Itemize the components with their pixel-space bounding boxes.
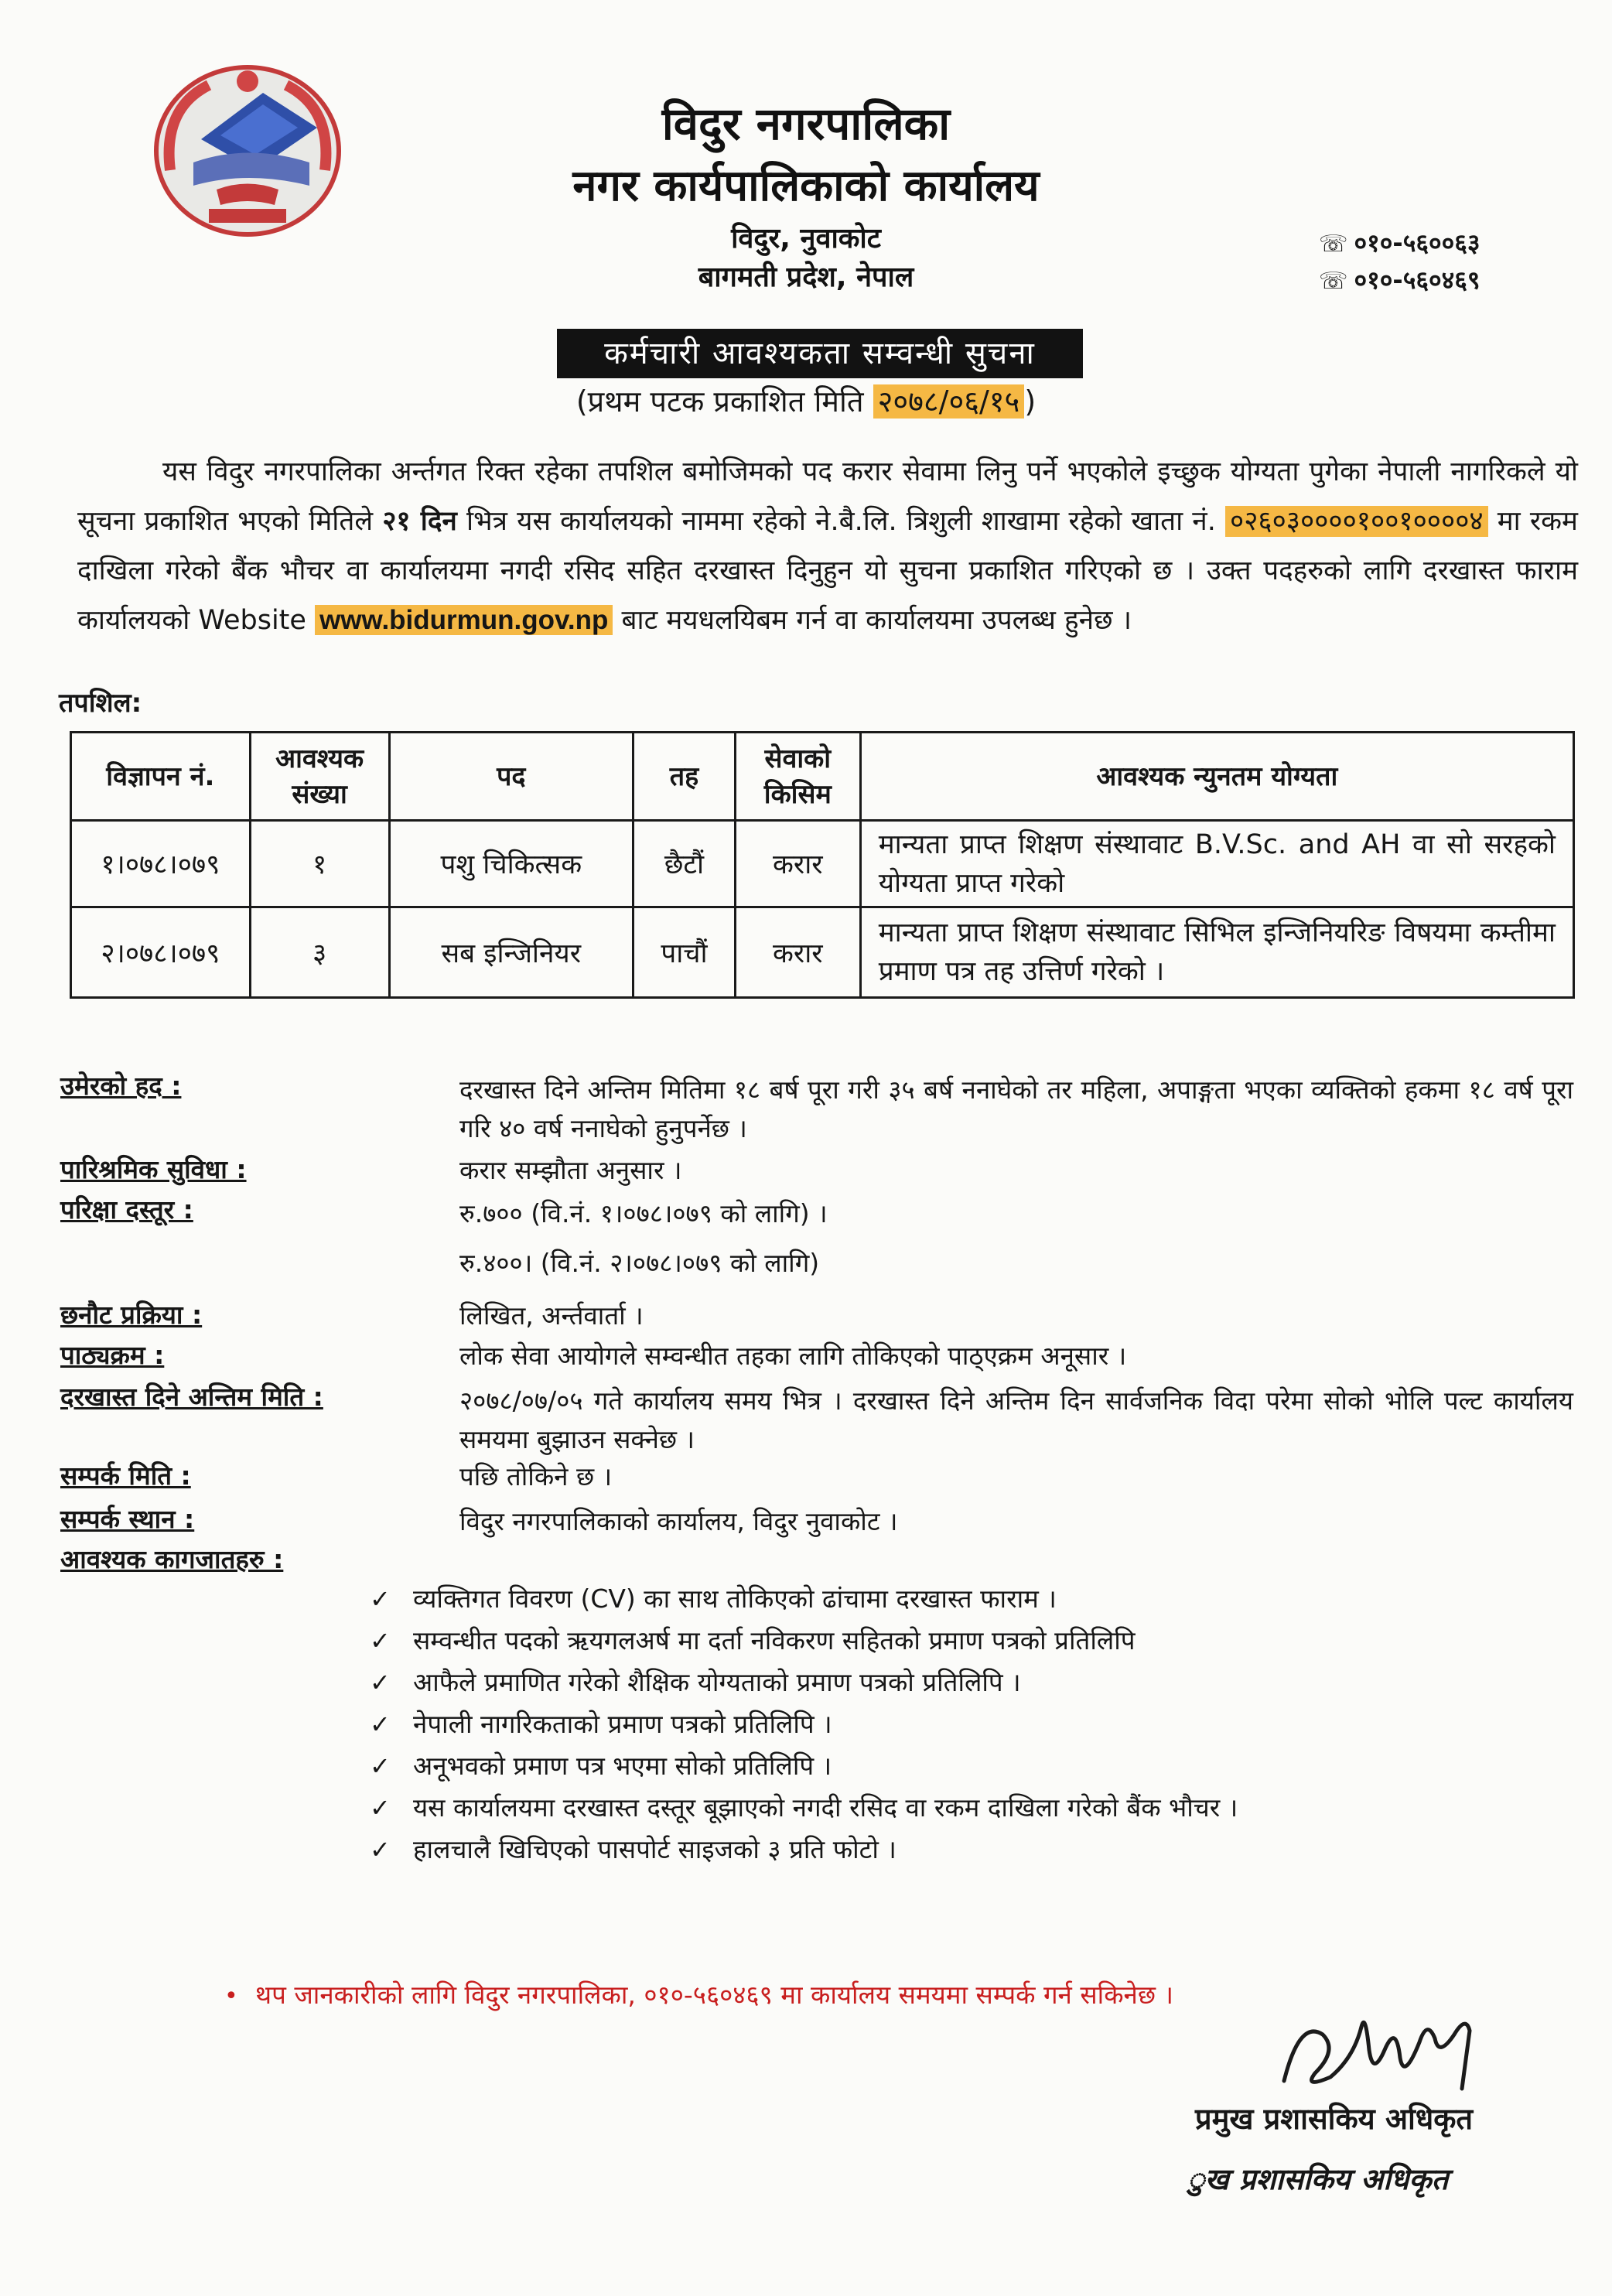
age-limit-value: दरखास्त दिने अन्तिम मितिमा १८ बर्ष पूरा गरी ३५ बर्ष ननाघेको तर महिला, अपाङ्गता भएका व्यक्तिको हकमा १८ वर्ष पूरा गरि ४० वर्ष ननाघेको हुनुपर्नेछ ।	[459, 1075, 1573, 1143]
telephone-icon: ☏	[1319, 268, 1348, 295]
document-text: नेपाली नागरिकताको प्रमाण पत्रको प्रतिलिपि ।	[413, 1709, 832, 1739]
checkmark-icon: ✓	[370, 1835, 391, 1864]
para-deadline-days: २१ दिन	[382, 506, 457, 537]
cell-count: ३	[250, 907, 389, 998]
exam-fee-value-1: रु.७०० (वि.नं. १।०७८।०७९ को लागि) ।	[459, 1198, 828, 1228]
table-header-row	[71, 733, 1574, 821]
document-text: हालचालै खिचिएको पासपोर्ट साइजको ३ प्रति फोटो ।	[413, 1834, 897, 1864]
note-text: थप जानकारीको लागि विदुर नगरपालिका, ०१०-५६०४६९ मा कार्यालय समयमा सम्पर्क गर्न सकिनेछ ।	[255, 1980, 1173, 2010]
list-item	[370, 1578, 1576, 1620]
cell-adno: १।०७८।०७९	[71, 821, 251, 907]
remuneration-value: करार सम्झौता अनुसार ।	[459, 1155, 682, 1185]
list-item	[370, 1620, 1576, 1662]
document-text: आफैले प्रमाणित गरेको शैक्षिक योग्यताको प्रमाण पत्रको प्रतिलिपि ।	[413, 1667, 1021, 1697]
document-text: यस कार्यालयमा दरखास्त दस्तूर बूझाएको नगदी रसिद वा रकम दाखिला गरेको बैंक भौचर ।	[413, 1792, 1238, 1823]
list-item	[370, 1745, 1576, 1787]
cell-count: १	[250, 821, 389, 907]
cell-service-type: करार	[735, 907, 860, 998]
checkmark-icon: ✓	[370, 1751, 391, 1781]
table-row	[71, 907, 1574, 998]
para-text-1: यस विदुर नगरपालिका अर्न्तगत रिक्त रहेका तपशिल बमोजिमको पद करार सेवामा लिनु पर्ने भएकोले इच्छुक योग्यता पुगेका नेपाली नागरिकले यो सूचना प्रकाशित भएको मितिले	[77, 456, 1578, 537]
address-line-2: बागमती प्रदेश, नेपाल	[698, 261, 914, 293]
pubdate-prefix: (प्रथम पटक प्रकाशित मिति	[575, 384, 864, 419]
table-row	[71, 821, 1574, 907]
age-limit-label: उमेरको हद :	[60, 1071, 182, 1101]
document-text: अनूभवको प्रमाण पत्र भएमा सोको प्रतिलिपि ।	[413, 1751, 832, 1781]
bullet-icon: •	[224, 1983, 238, 2010]
cell-qualification: मान्यता प्राप्त शिक्षण संस्थावाट B.V.Sc. and AH वा सो सरहको योग्यता प्राप्त गरेको	[860, 821, 1573, 907]
pubdate-suffix: )	[1024, 384, 1037, 419]
office-subtitle: नगर कार्यपालिकाको कार्यालय	[572, 161, 1040, 211]
checkmark-icon: ✓	[370, 1668, 391, 1697]
phone-value-2: ०१०-५६०४६९	[1354, 265, 1481, 295]
contact-place-label: सम्पर्क स्थान :	[60, 1504, 195, 1534]
deadline-label: दरखास्त दिने अन्तिम मिति :	[60, 1382, 323, 1412]
selection-process-label: छनौट प्रक्रिया :	[60, 1300, 203, 1330]
list-item	[370, 1787, 1576, 1829]
cell-qualification: मान्यता प्राप्त शिक्षण संस्थावाट सिभिल इन्जिनियरिङ विषयमा कम्तीमा प्रमाण पत्र तह उत्तिर्ण गरेको ।	[860, 907, 1573, 998]
cell-post: सब इन्जिनियर	[389, 907, 634, 998]
checkmark-icon: ✓	[370, 1793, 391, 1823]
phone-number-1	[1319, 226, 1481, 259]
list-item	[370, 1703, 1576, 1745]
telephone-icon: ☏	[1319, 231, 1348, 258]
cell-level: छैटौं	[634, 821, 736, 907]
document-text: व्यक्तिगत विवरण (CV) का साथ तोकिएको ढांचामा दरखास्त फाराम ।	[413, 1584, 1057, 1614]
cell-level: पाचौं	[634, 907, 736, 998]
checkmark-icon: ✓	[370, 1710, 391, 1739]
checkmark-icon: ✓	[370, 1584, 391, 1614]
designation-text: प्रमुख प्रशासकिय अधिकृत	[1195, 2102, 1474, 2136]
account-number: ०२६०३००००१००१००००४	[1225, 506, 1488, 537]
contact-place-value: विदुर नगरपालिकाको कार्यालय, विदुर नुवाकोट ।	[459, 1506, 898, 1536]
cell-service-type: करार	[735, 821, 860, 907]
official-stamp-text: ुख प्रशासकिय अधिकृत	[1187, 2162, 1449, 2196]
col-header-qualification: आवश्यक न्युनतम योग्यता	[860, 733, 1573, 821]
document-text: सम्वन्धीत पदको ऋयगलअर्ष मा दर्ता नविकरण सहितको प्रमाण पत्रको प्रतिलिपि	[413, 1625, 1136, 1655]
notice-paragraph	[77, 447, 1578, 645]
required-documents-label: आवश्यक कागजातहरु :	[60, 1544, 284, 1574]
notice-heading-banner: कर्मचारी आवश्यकता सम्वन्धी सुचना	[557, 329, 1083, 378]
cell-adno: २।०७८।०७९	[71, 907, 251, 998]
col-header-level: तह	[634, 733, 736, 821]
exam-fee-label: परिक्षा दस्तूर :	[60, 1194, 193, 1225]
address-line-1: विदुर, नुवाकोट	[731, 223, 881, 255]
cell-post: पशु चिकित्सक	[389, 821, 634, 907]
col-header-post: पद	[389, 733, 634, 821]
col-header-count: आवश्यक संख्या	[250, 733, 389, 821]
further-info-note	[224, 1977, 1173, 2011]
col-header-adno: विज्ञापन नं.	[71, 733, 251, 821]
required-documents-list	[370, 1578, 1576, 1871]
para-text-2: भित्र यस कार्यालयको नाममा रहेको ने.बै.लि. त्रिशुली शाखामा रहेको खाता नं.	[466, 506, 1216, 537]
checkmark-icon: ✓	[370, 1626, 391, 1655]
phone-value-1: ०१०-५६००६३	[1354, 228, 1481, 258]
para-text-3: मा रकम दाखिला गरेको बैंक भौचर वा कार्यालयमा नगदी रसिद सहित दरखास्त दिनुहुन यो सुचना प्रकाशित गरिएको छ । उक्त पदहरुको लागि दरखास्त फाराम कार्यालयको Website	[77, 506, 1578, 636]
contact-date-label: सम्पर्क मिति :	[60, 1461, 191, 1491]
contact-date-value: पछि तोकिने छ ।	[459, 1461, 613, 1491]
col-header-service-type: सेवाको किसिम	[735, 733, 860, 821]
deadline-value: २०७८/०७/०५ गते कार्यालय समय भित्र । दरखास्त दिने अन्तिम दिन सार्वजनिक विदा परेमा सोको भोलि पल्ट कार्यालय समयमा बुझाउन सक्नेछ ।	[459, 1385, 1573, 1454]
pubdate-value: २०७८/०६/१५	[873, 384, 1025, 419]
selection-process-value: लिखित, अर्न्तवार्ता ।	[459, 1300, 644, 1331]
phone-number-2	[1319, 263, 1481, 296]
remuneration-label: पारिश्रमिक सुविधा :	[60, 1154, 247, 1184]
list-item	[370, 1829, 1576, 1871]
vacancy-table	[70, 731, 1575, 999]
publication-date-line	[0, 381, 1612, 421]
signature	[1269, 2004, 1524, 2104]
website-link[interactable]: www.bidurmun.gov.np	[315, 605, 613, 635]
syllabus-value: लोक सेवा आयोगले सम्वन्धीत तहका लागि तोकिएको पाठ्एक्रम अनूसार ।	[459, 1341, 1127, 1371]
syllabus-label: पाठ्यक्रम :	[60, 1340, 165, 1370]
details-label: तपशिल:	[59, 688, 142, 719]
list-item	[370, 1662, 1576, 1703]
exam-fee-value-2: रु.४००। (वि.नं. २।०७८।०७९ को लागि)	[459, 1248, 820, 1278]
para-text-4: बाट मयधलयिबम गर्न वा कार्यालयमा उपलब्ध हुनेछ ।	[621, 605, 1132, 636]
office-name-title: विदुर नगरपालिका	[661, 97, 951, 150]
